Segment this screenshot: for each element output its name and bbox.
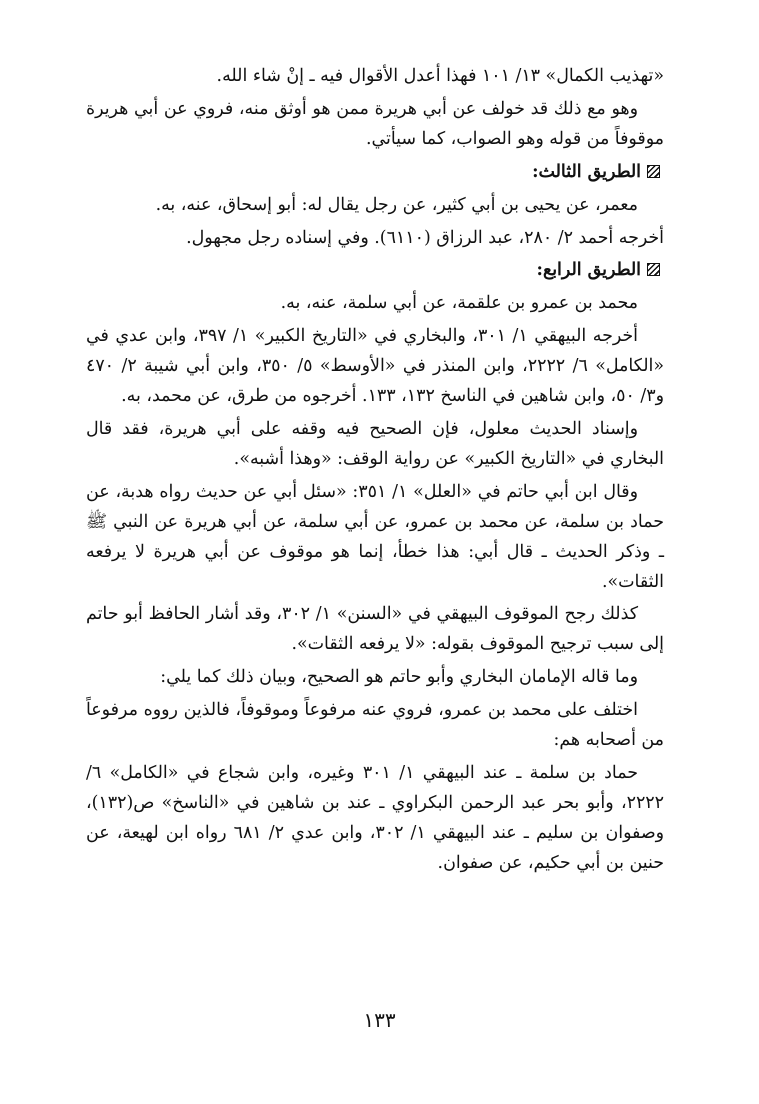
paragraph: «تهذيب الكمال» ١٣/ ١٠١ فهذا أعدل الأقوال فيه ـ إنْ شاء الله. [216,66,664,86]
paragraph: وما قاله الإمامان البخاري وأبو حاتم هو الصحيح، وبيان ذلك كما يلي: [160,667,638,688]
paragraph: أخرجه البيهقي ١/ ٣٠١، والبخاري في «التاريخ الكبير» ١/ ٣٩٧، وابن عدي في «الكامل» ٦/ ٢٢٢٢، وابن المنذر في «الأوسط» ٥/ ٣٥٠، وابن أبي شيبة ٢/ ٤٧٠ و٣/ ٥٠، وابن شاهين في الناسخ ١٣٢، ١٣٣. أخرجوه من طرق، عن محمد، به. [86,326,664,407]
square-bullet-icon [647,263,660,276]
section-heading [86,256,664,286]
section-heading [86,158,664,188]
paragraph: اختلف على محمد بن عمرو، فروي عنه مرفوعاً وموقوفاً، فالذين رووه مرفوعاً من أصحابه هم: [86,700,664,751]
paragraph: معمر، عن يحيى بن أبي كثير، عن رجل يقال له: أبو إسحاق، عنه، به. [155,194,638,215]
paragraph: كذلك رجح الموقوف البيهقي في «السنن» ١/ ٣٠٢، وقد أشار الحافظ أبو حاتم إلى سبب ترجيح الموقوف بقوله: «لا يرفعه الثقات». [86,604,664,655]
square-bullet-icon [647,165,660,178]
paragraph: محمد بن عمرو بن علقمة، عن أبي سلمة، عنه، به. [280,293,638,314]
paragraph: وهو مع ذلك قد خولف عن أبي هريرة ممن هو أوثق منه، فروي عن أبي هريرة موقوفاً من قوله وهو الصواب، كما سيأتي. [86,98,664,149]
page-body [86,62,664,882]
paragraph: وقال ابن أبي حاتم في «العلل» ١/ ٣٥١: «سئل أبي عن حديث رواه هدبة، عن حماد بن سلمة، عن محمد بن عمرو، عن أبي سلمة، عن أبي هريرة عن النبي ﷺ ـ وذكر الحديث ـ قال أبي: هذا خطأ، إنما هو موقوف عن أبي هريرة لا يرفعه الثقات». [86,481,664,592]
section-heading-text: الطريق الرابع: [536,260,641,281]
section-heading-text: الطريق الثالث: [532,161,641,182]
paragraph: وإسناد الحديث معلول، فإن الصحيح فيه وقفه على أبي هريرة، فقد قال البخاري في «التاريخ الكبير» عن رواية الوقف: «وهذا أشبه». [86,418,664,469]
page-number: ١٣٣ [363,1008,396,1032]
paragraph: حماد بن سلمة ـ عند البيهقي ١/ ٣٠١ وغيره، وابن شجاع في «الكامل» ٦/ ٢٢٢٢، وأبو بحر عبد الرحمن البكراوي ـ عند بن شاهين في «الناسخ» ص(١٣٢)، وصفوان بن سليم ـ عند البيهقي ١/ ٣٠٢، وابن عدي ٢/ ٦٨١ رواه ابن لهيعة، عن حنين بن أبي حكيم، عن صفوان. [86,762,665,873]
paragraph: أخرجه أحمد ٢/ ٢٨٠، عبد الرزاق (٦١١٠). وفي إسناده رجل مجهول. [186,227,664,248]
